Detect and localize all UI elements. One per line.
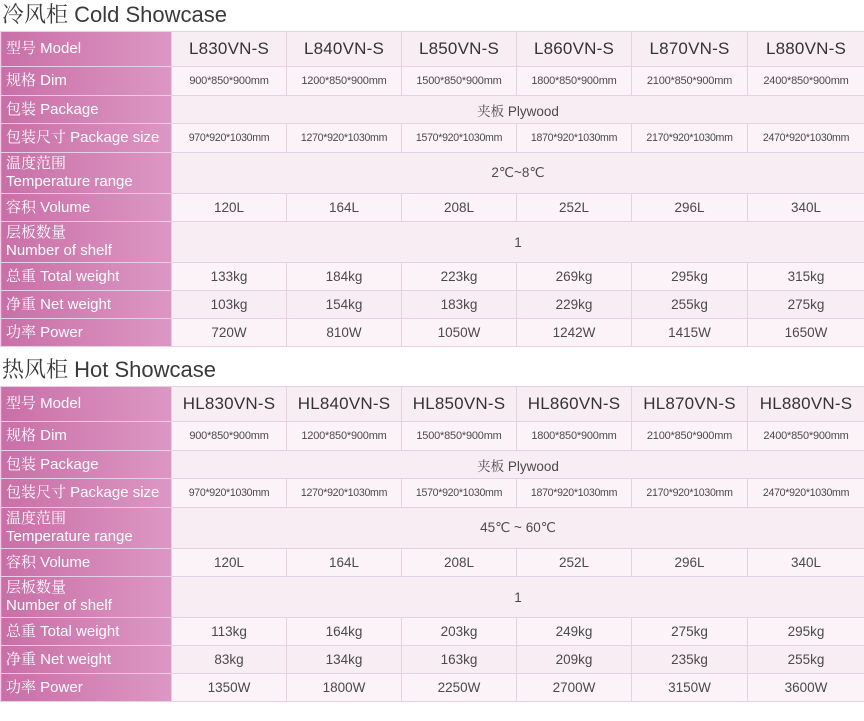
dim-row: [1, 422, 864, 451]
package-size-cell: 1270*920*1030mm: [287, 124, 402, 153]
dim-row: [1, 67, 864, 96]
model-cell: L850VN-S: [402, 32, 517, 67]
volume-cell: 208L: [402, 194, 517, 222]
model-row: [1, 387, 864, 422]
temperature-label-en: Temperature range: [6, 173, 133, 190]
dim-cell: 2100*850*900mm: [632, 67, 748, 96]
total-weight-label: 总重 Total weight: [1, 618, 172, 646]
package-size-cell: 1870*920*1030mm: [517, 124, 632, 153]
package-row: [1, 451, 864, 479]
dim-cell: 1200*850*900mm: [287, 67, 402, 96]
volume-cell: 252L: [517, 194, 632, 222]
power-cell: 1242W: [517, 319, 632, 347]
power-label: 功率 Power: [1, 319, 172, 347]
temperature-label-cn: 温度范围: [6, 510, 67, 527]
volume-label: 容积 Volume: [1, 194, 172, 222]
power-cell: 720W: [172, 319, 287, 347]
dim-cell: 1200*850*900mm: [287, 422, 402, 451]
total-weight-cell: 113kg: [172, 618, 287, 646]
net-weight-cell: 255kg: [632, 291, 748, 319]
temperature-row: [1, 153, 864, 194]
package-size-label: 包装尺寸 Package size: [1, 479, 172, 508]
model-cell: HL850VN-S: [402, 387, 517, 422]
temperature-value: 2℃~8℃: [172, 153, 864, 194]
package-size-cell: 2470*920*1030mm: [748, 479, 864, 508]
dim-cell: 2400*850*900mm: [748, 422, 864, 451]
net-weight-cell: 83kg: [172, 646, 287, 674]
volume-cell: 340L: [748, 194, 864, 222]
temperature-label-cn: 温度范围: [6, 155, 67, 172]
dim-cell: 1500*850*900mm: [402, 67, 517, 96]
net-weight-cell: 235kg: [632, 646, 748, 674]
power-row: [1, 319, 864, 347]
net-weight-cell: 103kg: [172, 291, 287, 319]
total-weight-cell: 295kg: [748, 618, 864, 646]
volume-cell: 120L: [172, 194, 287, 222]
volume-label: 容积 Volume: [1, 549, 172, 577]
model-row: [1, 32, 864, 67]
volume-cell: 208L: [402, 549, 517, 577]
temperature-label-en: Temperature range: [6, 528, 133, 545]
package-size-cell: 970*920*1030mm: [172, 479, 287, 508]
volume-row: [1, 194, 864, 222]
package-size-label: 包装尺寸 Package size: [1, 124, 172, 153]
shelf-label-cn: 层板数量: [6, 579, 67, 596]
package-value: 夹板 Plywood: [172, 451, 864, 479]
power-label: 功率 Power: [1, 674, 172, 702]
model-label: 型号 Model: [1, 387, 172, 422]
package-value: 夹板 Plywood: [172, 96, 864, 124]
dim-cell: 1800*850*900mm: [517, 67, 632, 96]
total-weight-cell: 269kg: [517, 263, 632, 291]
volume-cell: 340L: [748, 549, 864, 577]
net-weight-cell: 154kg: [287, 291, 402, 319]
volume-cell: 296L: [632, 549, 748, 577]
dim-cell: 1800*850*900mm: [517, 422, 632, 451]
net-weight-cell: 229kg: [517, 291, 632, 319]
model-cell: L860VN-S: [517, 32, 632, 67]
model-cell: HL870VN-S: [632, 387, 748, 422]
package-size-cell: 1270*920*1030mm: [287, 479, 402, 508]
net-weight-cell: 209kg: [517, 646, 632, 674]
model-cell: L830VN-S: [172, 32, 287, 67]
volume-cell: 164L: [287, 194, 402, 222]
dim-cell: 2400*850*900mm: [748, 67, 864, 96]
package-label: 包装 Package: [1, 451, 172, 479]
net-weight-cell: 134kg: [287, 646, 402, 674]
model-cell: HL840VN-S: [287, 387, 402, 422]
total-weight-cell: 164kg: [287, 618, 402, 646]
power-cell: 1800W: [287, 674, 402, 702]
package-size-cell: 2470*920*1030mm: [748, 124, 864, 153]
power-cell: 1415W: [632, 319, 748, 347]
model-cell: HL830VN-S: [172, 387, 287, 422]
power-row: [1, 674, 864, 702]
dim-label: 规格 Dim: [1, 422, 172, 451]
hot-showcase-title: 热风柜 Hot Showcase: [2, 357, 216, 382]
package-row: [1, 96, 864, 124]
total-weight-row: [1, 618, 864, 646]
package-size-row: [1, 124, 864, 153]
shelf-label-en: Number of shelf: [6, 597, 112, 614]
dim-cell: 900*850*900mm: [172, 67, 287, 96]
temperature-value: 45℃ ~ 60℃: [172, 508, 864, 549]
shelf-label-cn: 层板数量: [6, 224, 67, 241]
model-cell: L840VN-S: [287, 32, 402, 67]
total-weight-cell: 203kg: [402, 618, 517, 646]
total-weight-cell: 295kg: [632, 263, 748, 291]
net-weight-cell: 183kg: [402, 291, 517, 319]
total-weight-cell: 315kg: [748, 263, 864, 291]
power-cell: 3150W: [632, 674, 748, 702]
power-cell: 810W: [287, 319, 402, 347]
shelf-label: [1, 222, 172, 263]
shelf-row: [1, 222, 864, 263]
total-weight-row: [1, 263, 864, 291]
shelf-label: [1, 577, 172, 618]
total-weight-cell: 223kg: [402, 263, 517, 291]
shelf-label-en: Number of shelf: [6, 242, 112, 259]
package-size-cell: 1570*920*1030mm: [402, 479, 517, 508]
model-label: 型号 Model: [1, 32, 172, 67]
dim-cell: 1500*850*900mm: [402, 422, 517, 451]
dim-cell: 900*850*900mm: [172, 422, 287, 451]
volume-cell: 120L: [172, 549, 287, 577]
cold-spec-table: [0, 31, 864, 347]
temperature-label: [1, 153, 172, 194]
volume-cell: 296L: [632, 194, 748, 222]
model-cell: HL860VN-S: [517, 387, 632, 422]
power-cell: 1050W: [402, 319, 517, 347]
net-weight-label: 净重 Net weight: [1, 646, 172, 674]
dim-label: 规格 Dim: [1, 67, 172, 96]
net-weight-cell: 163kg: [402, 646, 517, 674]
shelf-value: 1: [172, 577, 864, 618]
package-label: 包装 Package: [1, 96, 172, 124]
power-cell: 1650W: [748, 319, 864, 347]
hot-spec-table: [0, 386, 864, 702]
net-weight-row: [1, 291, 864, 319]
temperature-label: [1, 508, 172, 549]
power-cell: 1350W: [172, 674, 287, 702]
power-cell: 2250W: [402, 674, 517, 702]
power-cell: 3600W: [748, 674, 864, 702]
package-size-cell: 2170*920*1030mm: [632, 479, 748, 508]
package-size-cell: 1570*920*1030mm: [402, 124, 517, 153]
shelf-row: [1, 577, 864, 618]
dim-cell: 2100*850*900mm: [632, 422, 748, 451]
volume-row: [1, 549, 864, 577]
package-size-cell: 1870*920*1030mm: [517, 479, 632, 508]
total-weight-cell: 275kg: [632, 618, 748, 646]
model-cell: L870VN-S: [632, 32, 748, 67]
package-size-cell: 2170*920*1030mm: [632, 124, 748, 153]
temperature-row: [1, 508, 864, 549]
net-weight-label: 净重 Net weight: [1, 291, 172, 319]
model-cell: L880VN-S: [748, 32, 864, 67]
package-size-cell: 970*920*1030mm: [172, 124, 287, 153]
total-weight-cell: 249kg: [517, 618, 632, 646]
power-cell: 2700W: [517, 674, 632, 702]
total-weight-cell: 133kg: [172, 263, 287, 291]
net-weight-cell: 275kg: [748, 291, 864, 319]
net-weight-cell: 255kg: [748, 646, 864, 674]
cold-showcase-title: 冷风柜 Cold Showcase: [2, 2, 227, 27]
volume-cell: 164L: [287, 549, 402, 577]
total-weight-label: 总重 Total weight: [1, 263, 172, 291]
volume-cell: 252L: [517, 549, 632, 577]
net-weight-row: [1, 646, 864, 674]
total-weight-cell: 184kg: [287, 263, 402, 291]
shelf-value: 1: [172, 222, 864, 263]
model-cell: HL880VN-S: [748, 387, 864, 422]
package-size-row: [1, 479, 864, 508]
